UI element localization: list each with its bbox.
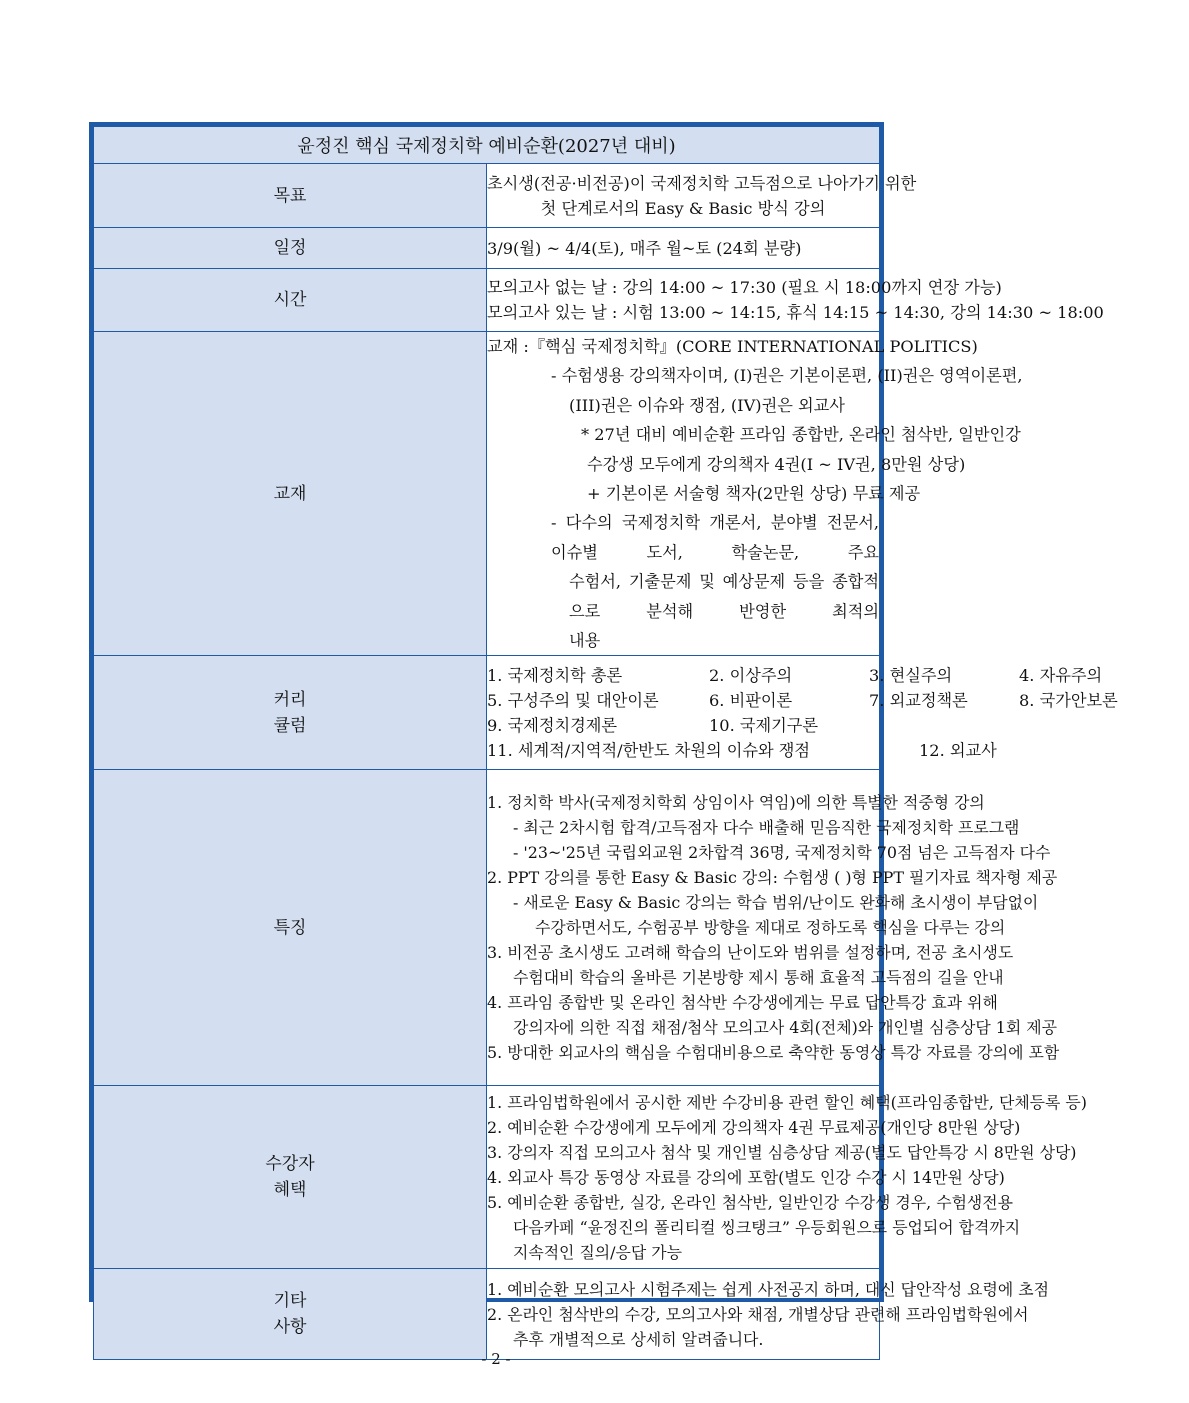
label-etc (94, 1269, 487, 1360)
textbook-line: 수험서, 기출문제 및 예상문제 등을 종합적으로 분석해 반영한 최적의 (569, 572, 879, 621)
curriculum-item: 9. 국제정치경제론 (487, 715, 618, 735)
etc-line: 2. 온라인 첨삭반의 수강, 모의고사와 채점, 개별상담 관련해 프라임법학원에서 (487, 1304, 1029, 1324)
curriculum-row (487, 688, 1118, 713)
curriculum-item: 4. 자유주의 (1019, 665, 1103, 685)
content-time (487, 269, 1104, 332)
label-etc-line: 사항 (273, 1317, 307, 1338)
etc-line: 추후 개별적으로 상세히 알려줍니다. (513, 1329, 764, 1349)
feature-line: 3. 비전공 초시생도 고려해 학습의 난이도와 범위를 설정하며, 전공 초시생도 (487, 943, 1014, 963)
feature-line: - '23~'25년 국립외교원 2차합격 36명, 국제정치학 70점 넘은 고득점자 다수 (513, 843, 1051, 863)
feature-line: - 새로운 Easy & Basic 강의는 학습 범위/난이도 완화해 초시생이 부담없이 (513, 893, 1039, 913)
label-time: 시간 (94, 269, 487, 332)
benefit-line: 5. 예비순환 종합반, 실강, 온라인 첨삭반, 일반인강 수강생 경우, 수험생전용 (487, 1192, 1013, 1212)
curriculum-item: 7. 외교정책론 (869, 690, 968, 710)
curriculum-item: 1. 국제정치학 총론 (487, 665, 623, 685)
curriculum-row (487, 713, 879, 738)
content-textbook (487, 332, 1023, 656)
feature-line: 5. 방대한 외교사의 핵심을 수험대비용으로 축약한 동영상 특강 자료를 강의에 포함 (487, 1043, 1060, 1063)
page-number: - 2 - (481, 1350, 511, 1368)
label-schedule: 일정 (94, 228, 487, 269)
curriculum-item: 5. 구성주의 및 대안이론 (487, 690, 659, 710)
curriculum-row (487, 738, 997, 763)
label-benefits-line: 수강자 (265, 1154, 315, 1175)
curriculum-item: 3. 현실주의 (869, 665, 953, 685)
curriculum-item: 12. 외교사 (919, 740, 997, 760)
feature-line: 수강하면서도, 수험공부 방향을 제대로 정하도록 핵심을 다루는 강의 (535, 918, 1006, 938)
row-time (94, 269, 880, 332)
time-line: 모의고사 있는 날 : 시험 13:00 ~ 14:15, 휴식 14:15 ~ 14:30, 강의 14:30 ~ 18:00 (487, 303, 1104, 322)
label-curriculum (94, 656, 487, 770)
etc-line: 1. 예비순환 모의고사 시험주제는 쉽게 사전공지 하며, 대신 답안작성 요령에 초점 (487, 1279, 1049, 1299)
label-features: 특징 (94, 770, 487, 1086)
content-goal (487, 164, 917, 228)
table-title: 윤정진 핵심 국제정치학 예비순환(2027년 대비) (94, 127, 880, 164)
benefit-line: 1. 프라임법학원에서 공시한 제반 수강비용 관련 할인 혜택(프라임종합반, 단체등록 등) (487, 1092, 1087, 1112)
benefit-line: 2. 예비순환 수강생에게 모두에게 강의책자 4권 무료제공(개인당 8만원 상당) (487, 1117, 1021, 1137)
label-goal: 목표 (94, 164, 487, 228)
textbook-line: + 기본이론 서술형 책자(2만원 상당) 무료 제공 (587, 484, 921, 504)
course-table (93, 126, 1118, 1360)
time-line: 모의고사 없는 날 : 강의 14:00 ~ 17:30 (필요 시 18:00까지 연장 가능) (487, 278, 1002, 297)
label-benefits (94, 1086, 487, 1269)
benefit-line: 3. 강의자 직접 모의고사 첨삭 및 개인별 심층상담 제공(별도 답안특강 시 8만원 상당) (487, 1142, 1077, 1162)
content-features (487, 770, 1060, 1086)
content-schedule (487, 228, 880, 269)
feature-line: 2. PPT 강의를 통한 Easy & Basic 강의: 수험생 ( )형 PPT 필기자료 책자형 제공 (487, 868, 1058, 888)
title-row (94, 127, 880, 164)
label-curriculum-line: 큘럼 (273, 715, 307, 736)
goal-line: 초시생(전공·비전공)이 국제정치학 고득점으로 나아가기 위한 (487, 173, 917, 193)
goal-line: 첫 단계로서의 Easy & Basic 방식 강의 (540, 198, 826, 218)
curriculum-item: 10. 국제기구론 (709, 715, 819, 735)
benefit-line: 4. 외교사 특강 동영상 자료를 강의에 포함(별도 인강 수강 시 14만원 상당) (487, 1167, 1005, 1187)
feature-line: 수험대비 학습의 올바른 기본방향 제시 통해 효율적 고득점의 길을 안내 (513, 968, 1004, 988)
content-etc (487, 1269, 1049, 1360)
label-benefits-line: 혜택 (273, 1180, 307, 1201)
textbook-line: 교재 :『핵심 국제정치학』(CORE INTERNATIONAL POLITICS) (487, 337, 978, 356)
benefit-line: 지속적인 질의/응답 가능 (513, 1242, 682, 1262)
curriculum-item: 8. 국가안보론 (1019, 690, 1118, 710)
feature-line: - 최근 2차시험 합격/고득점자 다수 배출해 믿음직한 국제정치학 프로그램 (513, 818, 1020, 838)
row-etc (94, 1269, 880, 1360)
feature-line: 강의자에 의한 직접 채점/첨삭 모의고사 4회(전체)와 개인별 심층상담 1회 제공 (513, 1018, 1057, 1038)
curriculum-item: 11. 세계적/지역적/한반도 차원의 이슈와 쟁점 (487, 740, 811, 760)
textbook-line: - 수험생용 강의책자이며, (I)권은 기본이론편, (II)권은 영역이론편, (551, 366, 1023, 386)
feature-line: 4. 프라임 종합반 및 온라인 첨삭반 수강생에게는 무료 답안특강 효과 위해 (487, 993, 998, 1013)
benefit-line: 다음카페 “윤정진의 폴리티컬 씽크탱크” 우등회원으로 등업되어 합격까지 (513, 1217, 1021, 1237)
curriculum-item: 2. 이상주의 (709, 665, 793, 685)
schedule-line: 3/9(월) ~ 4/4(토), 매주 월~토 (24회 분량) (487, 238, 802, 258)
textbook-line: 내용 (569, 631, 601, 651)
textbook-line: - 다수의 국제정치학 개론서, 분야별 전문서, 이슈별 도서, 학술논문, 주요 (551, 513, 879, 562)
course-table-frame (89, 122, 1118, 1349)
row-curriculum (94, 656, 880, 770)
content-benefits (487, 1086, 1087, 1269)
curriculum-row (487, 663, 1103, 688)
label-curriculum-line: 커리 (273, 689, 307, 710)
label-textbook: 교재 (94, 332, 487, 656)
label-etc-line: 기타 (273, 1291, 307, 1312)
content-curriculum (487, 656, 1118, 770)
row-features (94, 770, 880, 1086)
row-textbook (94, 332, 880, 656)
row-benefits (94, 1086, 880, 1269)
row-schedule (94, 228, 880, 269)
feature-line: 1. 정치학 박사(국제정치학회 상임이사 역임)에 의한 특별한 적중형 강의 (487, 793, 985, 813)
textbook-line: 수강생 모두에게 강의책자 4권(I ~ IV권, 8만원 상당) (587, 454, 966, 474)
row-goal (94, 164, 880, 228)
textbook-line: * 27년 대비 예비순환 프라임 종합반, 온라인 첨삭반, 일반인강 (581, 425, 1021, 445)
textbook-line: (III)권은 이슈와 쟁점, (IV)권은 외교사 (569, 395, 845, 415)
curriculum-item: 6. 비판이론 (709, 690, 793, 710)
